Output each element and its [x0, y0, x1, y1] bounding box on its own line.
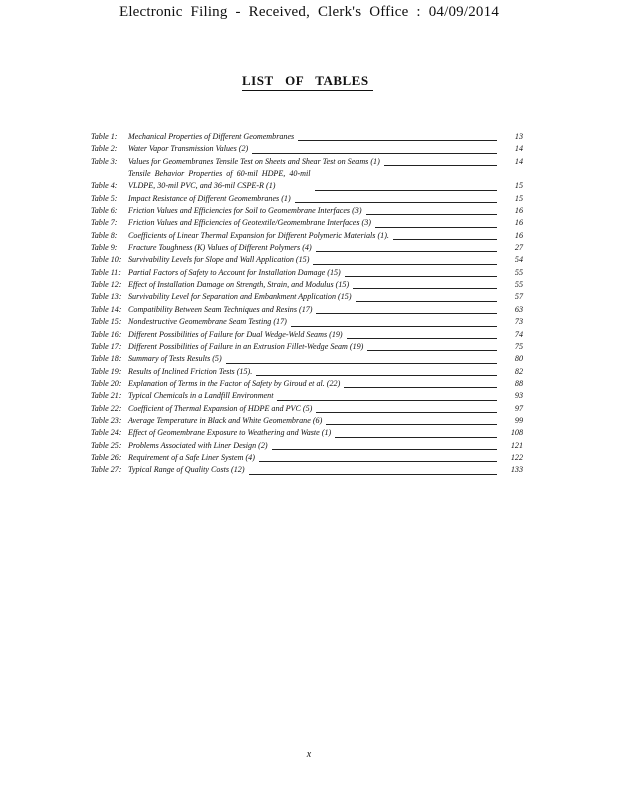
- dot-leader: [366, 213, 497, 215]
- table-caption: Coefficients of Linear Thermal Expansion for Different Polymeric Materials (1).: [128, 230, 389, 240]
- dot-leader: [347, 337, 497, 339]
- entry-body: [128, 378, 501, 390]
- table-number: Table 4:: [91, 181, 118, 191]
- entry-body: [128, 464, 501, 476]
- entry-body: [128, 193, 501, 205]
- table-number: Table 12:: [91, 280, 122, 290]
- table-number: Table 2:: [91, 144, 118, 154]
- entry-body: [128, 217, 501, 229]
- table-caption: Partial Factors of Safety to Account for Installation Damage (15): [128, 267, 341, 277]
- table-caption: Typical Range of Quality Costs (12): [128, 465, 245, 475]
- toc-entry: [91, 193, 523, 205]
- entry-body: [128, 168, 501, 193]
- toc-entry: [91, 254, 523, 266]
- dot-leader: [393, 238, 497, 240]
- entry-body: [128, 242, 501, 254]
- table-caption: Effect of Geomembrane Exposure to Weathering and Waste (1): [128, 428, 332, 438]
- dot-leader: [272, 448, 497, 450]
- toc-entry: [91, 267, 523, 279]
- page-reference: 57: [514, 292, 523, 302]
- entry-body: [128, 254, 501, 266]
- dot-leader: [344, 386, 497, 388]
- page-reference: 14: [514, 156, 523, 166]
- toc-entry: [91, 452, 523, 464]
- entry-body: [128, 230, 501, 242]
- entry-body: [128, 427, 501, 439]
- entry-body: [128, 440, 501, 452]
- table-number: Table 10:: [91, 255, 122, 265]
- page-reference: 73: [514, 317, 523, 327]
- entry-body: [128, 366, 501, 378]
- table-number: Table 21:: [91, 391, 122, 401]
- page-reference: 108: [510, 428, 523, 438]
- dot-leader: [313, 263, 497, 265]
- table-caption: Tensile Behavior Properties of 60-mil HDPE, 40-mil VLDPE, 30-mil PVC, and 36-mil CSPE-R (1): [128, 169, 311, 191]
- table-caption: Mechanical Properties of Different Geomembranes: [128, 132, 295, 141]
- toc-entry: [91, 168, 523, 193]
- dot-leader: [316, 411, 497, 413]
- table-caption: Different Possibilities of Failure in an Extrusion Fillet-Wedge Seam (19): [128, 341, 364, 351]
- dot-leader: [375, 226, 497, 228]
- toc-entry: [91, 415, 523, 427]
- table-number: Table 13:: [91, 292, 122, 302]
- entry-body: [128, 415, 501, 427]
- table-caption: Coefficient of Thermal Expansion of HDPE and PVC (5): [128, 403, 313, 413]
- dot-leader: [384, 164, 497, 166]
- dot-leader: [356, 300, 497, 302]
- toc-entry: [91, 217, 523, 229]
- table-number: Table 14:: [91, 304, 122, 314]
- table-number: Table 17:: [91, 341, 122, 351]
- table-number: Table 24:: [91, 428, 122, 438]
- table-number: Table 25:: [91, 440, 122, 450]
- toc-entry: [91, 378, 523, 390]
- toc-entry: [91, 390, 523, 402]
- dot-leader: [326, 423, 497, 425]
- entry-body: [128, 316, 501, 328]
- filing-stamp-header: Electronic Filing - Received, Clerk's Office : 04/09/2014: [118, 4, 500, 20]
- dot-leader: [316, 250, 497, 252]
- page-reference: 54: [514, 255, 523, 265]
- table-number: Table 1:: [91, 132, 118, 141]
- title-underline: [242, 90, 373, 91]
- toc-entry: [91, 353, 523, 365]
- list-of-tables: [91, 131, 523, 477]
- page-reference: 121: [510, 440, 523, 450]
- toc-entry: [91, 366, 523, 378]
- table-number: Table 6:: [91, 206, 118, 216]
- page-reference: 63: [514, 304, 523, 314]
- table-number: Table 3:: [91, 156, 118, 166]
- table-caption: Nondestructive Geomembrane Seam Testing (17): [128, 317, 287, 327]
- table-caption: Effect of Installation Damage on Strength, Strain, and Modulus (15): [128, 280, 350, 290]
- page-reference: 122: [510, 452, 523, 462]
- page-reference: 133: [510, 465, 523, 475]
- page-reference: 80: [514, 354, 523, 364]
- table-number: Table 8:: [91, 230, 118, 240]
- table-caption: Fracture Toughness (K) Values of Different Polymers (4): [128, 243, 312, 253]
- entry-body: [128, 205, 501, 217]
- entry-body: [128, 156, 501, 168]
- toc-entry: [91, 341, 523, 353]
- dot-leader: [259, 460, 497, 462]
- toc-entry: [91, 291, 523, 303]
- table-number: Table 23:: [91, 415, 122, 425]
- table-caption: Different Possibilities of Failure for Dual Wedge-Weld Seams (19): [128, 329, 343, 339]
- dot-leader: [295, 201, 497, 203]
- entry-body: [128, 341, 501, 353]
- toc-entry: [91, 440, 523, 452]
- page-reference: 93: [514, 391, 523, 401]
- entry-body: [128, 304, 501, 316]
- page-number-footer: x: [306, 749, 312, 760]
- table-number: Table 15:: [91, 317, 122, 327]
- page-reference: 16: [514, 218, 523, 228]
- page-title: LIST OF TABLES: [242, 73, 369, 88]
- page-reference: 27: [514, 243, 523, 253]
- page-reference: 15: [514, 193, 523, 203]
- entry-body: [128, 267, 501, 279]
- entry-body: [128, 143, 501, 155]
- page-reference: 74: [514, 329, 523, 339]
- page-reference: 55: [514, 267, 523, 277]
- table-caption: Survivability Level for Separation and Embankment Application (15): [128, 292, 352, 302]
- entry-body: [128, 452, 501, 464]
- page-reference: 97: [514, 403, 523, 413]
- page-reference: 99: [514, 415, 523, 425]
- toc-entry: [91, 403, 523, 415]
- page-reference: 15: [514, 181, 523, 191]
- page-reference: 82: [514, 366, 523, 376]
- page-reference: 75: [514, 341, 523, 351]
- dot-leader: [298, 139, 497, 141]
- dot-leader: [249, 473, 497, 475]
- toc-entry: [91, 304, 523, 316]
- toc-entry: [91, 242, 523, 254]
- entry-body: [128, 279, 501, 291]
- table-caption: Results of Inclined Friction Tests (15).: [128, 366, 253, 376]
- dot-leader: [316, 312, 497, 314]
- dot-leader: [256, 374, 497, 376]
- table-number: Table 11:: [91, 267, 121, 277]
- entry-body: [128, 390, 501, 402]
- toc-entry: [91, 156, 523, 168]
- dot-leader: [335, 436, 497, 438]
- dot-leader: [226, 362, 497, 364]
- page-reference: 14: [514, 144, 523, 154]
- entry-body: [128, 291, 501, 303]
- table-caption: Survivability Levels for Slope and Wall Application (15): [128, 255, 310, 265]
- table-caption: Explanation of Terms in the Factor of Safety by Giroud et al. (22): [128, 378, 341, 388]
- table-number: Table 27:: [91, 465, 122, 475]
- table-number: Table 19:: [91, 366, 122, 376]
- page-reference: 16: [514, 230, 523, 240]
- table-caption: Problems Associated with Liner Design (2): [128, 440, 268, 450]
- entry-body: [128, 131, 501, 143]
- toc-entry: [91, 143, 523, 155]
- table-caption: Friction Values and Efficiencies for Soil to Geomembrane Interfaces (3): [128, 206, 362, 216]
- table-caption: Values for Geomembranes Tensile Test on Sheets and Shear Test on Seams (1): [128, 156, 380, 166]
- toc-entry: [91, 230, 523, 242]
- dot-leader: [345, 275, 497, 277]
- table-caption: Requirement of a Safe Liner System (4): [128, 452, 255, 462]
- dot-leader: [315, 189, 498, 191]
- toc-entry: [91, 205, 523, 217]
- entry-body: [128, 329, 501, 341]
- entry-body: [128, 403, 501, 415]
- table-number: Table 18:: [91, 354, 122, 364]
- table-caption: Typical Chemicals in a Landfill Environment: [128, 391, 274, 401]
- table-caption: Impact Resistance of Different Geomembranes (1): [128, 193, 291, 203]
- dot-leader: [252, 152, 497, 154]
- dot-leader: [291, 325, 497, 327]
- table-caption: Compatibility Between Seam Techniques and Resins (17): [128, 304, 313, 314]
- table-number: Table 20:: [91, 378, 122, 388]
- table-caption: Average Temperature in Black and White Geomembrane (6): [128, 415, 323, 425]
- page-reference: 88: [514, 378, 523, 388]
- dot-leader: [277, 399, 497, 401]
- toc-entry: [91, 329, 523, 341]
- dot-leader: [367, 349, 497, 351]
- table-number: Table 5:: [91, 193, 118, 203]
- toc-entry: [91, 279, 523, 291]
- table-caption: Water Vapor Transmission Values (2): [128, 144, 249, 154]
- table-caption: Summary of Tests Results (5): [128, 354, 222, 364]
- table-number: Table 7:: [91, 218, 118, 228]
- table-caption: Friction Values and Efficiencies of Geotextile/Geomembrane Interfaces (3): [128, 218, 371, 228]
- toc-entry: [91, 464, 523, 476]
- table-number: Table 16:: [91, 329, 122, 339]
- entry-body: [128, 353, 501, 365]
- toc-entry: [91, 131, 523, 143]
- toc-entry: [91, 316, 523, 328]
- table-number: Table 22:: [91, 403, 122, 413]
- toc-entry: [91, 427, 523, 439]
- table-number: Table 9:: [91, 243, 118, 253]
- page-reference: 55: [514, 280, 523, 290]
- dot-leader: [353, 287, 497, 289]
- page-reference: 16: [514, 206, 523, 216]
- table-number: Table 26:: [91, 452, 122, 462]
- page-reference: 13: [514, 132, 523, 141]
